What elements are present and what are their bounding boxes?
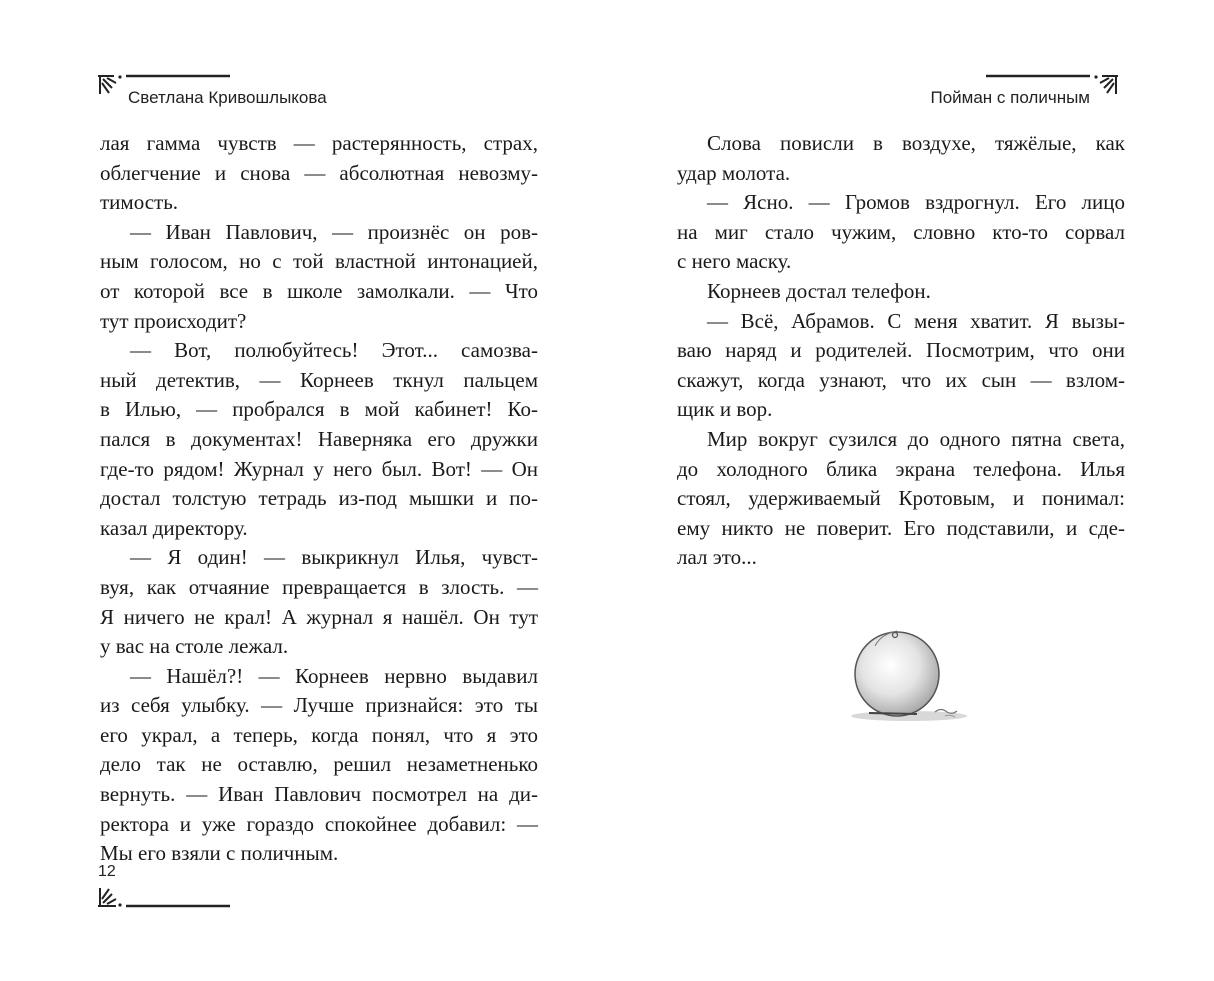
- text-line: достал толстую тетрадь из-под мышки и по-: [100, 486, 538, 511]
- text-line: лая гамма чувств — растерянность, страх,: [100, 131, 538, 155]
- text-line: вуя, как отчаяние превращается в злость. —: [100, 574, 538, 599]
- text-line: дело так не оставлю, решил незаметненько: [100, 752, 538, 777]
- text-line: с него маску.: [677, 249, 792, 274]
- text-line: удар молота.: [677, 160, 791, 185]
- text-line: Мир вокруг сузился до одного пятна света,: [707, 426, 1125, 451]
- text-line: — Иван Павлович, — произнёс он ров-: [130, 219, 538, 244]
- text-line: — Всё, Абрамов. С меня хватит. Я вызы-: [707, 308, 1125, 333]
- text-line: где-то рядом! Журнал у него был. Вот! — Он: [100, 456, 538, 481]
- page-number: 12: [98, 863, 116, 880]
- text-line: от которой все в школе замолкали. — Что: [100, 278, 538, 303]
- text-line: пался в документах! Наверняка его дружки: [100, 426, 538, 451]
- text-line: ректора и уже гораздо спокойнее добавил: —: [100, 811, 538, 836]
- footer-ornament-icon: [96, 886, 236, 912]
- text-line: ный детектив, — Корнеев ткнул пальцем: [100, 367, 538, 392]
- text-line: облегчение и снова — абсолютная невозму-: [100, 160, 538, 185]
- text-line: тимость.: [100, 190, 179, 215]
- text-line: стоял, удерживаемый Кротовым, и понимал:: [677, 486, 1125, 511]
- text-line: — Нашёл?! — Корнеев нервно выдавил: [130, 663, 538, 688]
- text-line: — Я один! — выкрикнул Илья, чувст-: [130, 545, 538, 570]
- text-line: ваю наряд и родителей. Посмотрим, что они: [677, 338, 1125, 363]
- text-line: ным голосом, но с той властной интонацией,: [100, 249, 538, 274]
- text-line: казал директору.: [100, 515, 248, 540]
- ball-sketch-icon: [817, 588, 977, 748]
- right-page: [607, 0, 1214, 981]
- running-head-author: Светлана Кривошлыкова: [128, 88, 327, 107]
- text-line: тут происходит?: [100, 308, 247, 333]
- text-line: в Илью, — пробрался в мой кабинет! Ко-: [100, 397, 538, 422]
- text-line: — Вот, полюбуйтесь! Этот... самозва-: [130, 338, 538, 363]
- running-head-title: Пойман с поличным: [930, 88, 1090, 107]
- text-line: у вас на столе лежал.: [100, 634, 289, 659]
- text-line: щик и вор.: [677, 397, 773, 422]
- text-line: из себя улыбку. — Лучше признайся: это ты: [100, 693, 538, 718]
- text-line: лал это...: [677, 545, 757, 570]
- right-page-text: [677, 129, 1125, 573]
- text-line: на миг стало чужим, словно кто-то сорвал: [677, 219, 1125, 244]
- text-line: его украл, а теперь, когда понял, что я это: [100, 722, 538, 747]
- text-line: ему никто не поверит. Его подставили, и сде-: [677, 515, 1125, 540]
- text-line: вернуть. — Иван Павлович посмотрел на ди-: [100, 782, 538, 807]
- text-line: до холодного блика экрана телефона. Илья: [677, 456, 1125, 481]
- text-line: Мы его взяли с поличным.: [100, 841, 339, 866]
- text-line: Слова повисли в воздухе, тяжёлые, как: [707, 131, 1125, 155]
- text-line: Корнеев достал телефон.: [707, 278, 931, 303]
- text-line: — Ясно. — Громов вздрогнул. Его лицо: [707, 190, 1125, 215]
- text-line: Я ничего не крал! А журнал я нашёл. Он тут: [100, 604, 538, 629]
- text-line: скажут, когда узнают, что их сын — взлом-: [677, 367, 1125, 392]
- left-page-text: [100, 129, 538, 869]
